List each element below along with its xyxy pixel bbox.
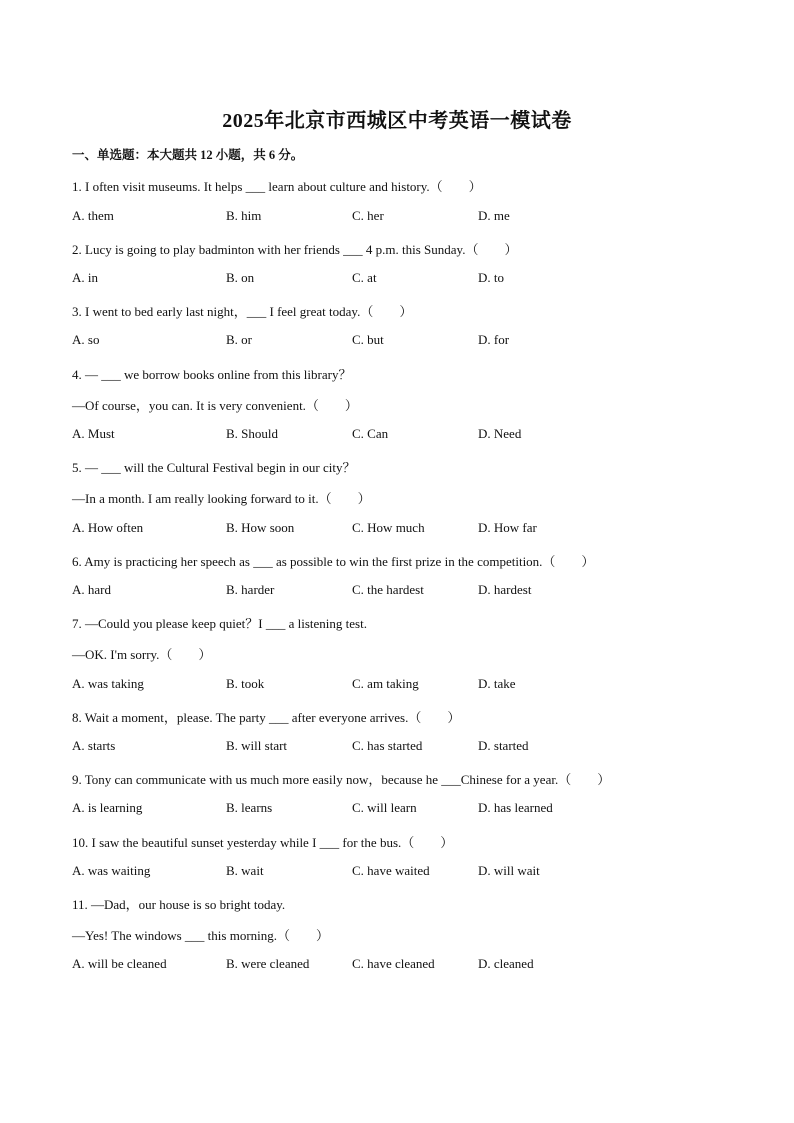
question-7-text: —OK. I'm sorry.（ ） bbox=[72, 647, 212, 662]
question-8-option-a: A. starts bbox=[72, 738, 116, 753]
question-7-option-c: C. am taking bbox=[352, 676, 419, 691]
question-1-option-b: B. him bbox=[226, 208, 262, 223]
question-6-option-a: A. hard bbox=[72, 582, 111, 597]
question-1-text: 1. I often visit museums. It helps ___ learn about culture and history.（ ） bbox=[72, 179, 482, 194]
question-10-option-b: B. wait bbox=[226, 863, 264, 878]
question-6-option-d: D. hardest bbox=[478, 582, 532, 597]
question-10-option-d: D. will wait bbox=[478, 863, 540, 878]
question-3-option-c: C. but bbox=[352, 332, 384, 347]
question-11-text: 11. —Dad，our house is so bright today. bbox=[72, 897, 286, 912]
question-7-option-a: A. was taking bbox=[72, 676, 144, 691]
question-9-option-b: B. learns bbox=[226, 800, 273, 815]
question-11-option-b: B. were cleaned bbox=[226, 956, 310, 971]
question-7-option-d: D. take bbox=[478, 676, 516, 691]
question-9-option-a: A. is learning bbox=[72, 800, 143, 815]
question-2-text: 2. Lucy is going to play badminton with her friends ___ 4 p.m. this Sunday.（ ） bbox=[72, 242, 518, 257]
question-11-text: —Yes! The windows ___ this morning.（ ） bbox=[72, 928, 330, 943]
question-3-option-b: B. or bbox=[226, 332, 252, 347]
question-4-option-a: A. Must bbox=[72, 426, 115, 441]
question-6-option-b: B. harder bbox=[226, 582, 275, 597]
question-11-option-d: D. cleaned bbox=[478, 956, 534, 971]
question-8-option-b: B. will start bbox=[226, 738, 288, 753]
question-8-text: 8. Wait a moment，please. The party ___ after everyone arrives.（ ） bbox=[72, 710, 461, 725]
question-2-option-c: C. at bbox=[352, 270, 377, 285]
question-4-text: 4. — ___ we borrow books online from this library？ bbox=[72, 367, 352, 382]
question-2-option-b: B. on bbox=[226, 270, 255, 285]
question-9-option-d: D. has learned bbox=[478, 800, 553, 815]
question-5-text: 5. — ___ will the Cultural Festival begin in our city？ bbox=[72, 460, 356, 475]
question-6-text: 6. Amy is practicing her speech as ___ as possible to win the first prize in the competition.（ ） bbox=[72, 554, 595, 569]
question-11-option-a: A. will be cleaned bbox=[72, 956, 167, 971]
question-5-option-a: A. How often bbox=[72, 520, 144, 535]
question-9-option-c: C. will learn bbox=[352, 800, 417, 815]
question-9-text: 9. Tony can communicate with us much more easily now，because he ___Chinese for a year.（ ） bbox=[72, 772, 611, 787]
question-5-option-c: C. How much bbox=[352, 520, 425, 535]
question-4-option-d: D. Need bbox=[478, 426, 522, 441]
question-3-text: 3. I went to bed early last night，___ I feel great today.（ ） bbox=[72, 304, 413, 319]
question-3-option-d: D. for bbox=[478, 332, 510, 347]
question-5-option-d: D. How far bbox=[478, 520, 537, 535]
question-1-option-c: C. her bbox=[352, 208, 384, 223]
question-3-option-a: A. so bbox=[72, 332, 100, 347]
question-8-option-d: D. started bbox=[478, 738, 529, 753]
question-2-option-d: D. to bbox=[478, 270, 504, 285]
question-4-text: —Of course，you can. It is very convenient.（ ） bbox=[72, 398, 358, 413]
question-11-option-c: C. have cleaned bbox=[352, 956, 435, 971]
question-1-option-a: A. them bbox=[72, 208, 114, 223]
question-1-option-d: D. me bbox=[478, 208, 510, 223]
question-2-option-a: A. in bbox=[72, 270, 98, 285]
question-4-option-c: C. Can bbox=[352, 426, 389, 441]
question-7-text: 7. —Could you please keep quiet？I ___ a listening test. bbox=[72, 616, 367, 631]
exam-title: 2025年北京市西城区中考英语一模试卷 bbox=[222, 110, 572, 132]
question-7-option-b: B. took bbox=[226, 676, 265, 691]
question-10-option-c: C. have waited bbox=[352, 863, 430, 878]
question-10-text: 10. I saw the beautiful sunset yesterday while I ___ for the bus.（ ） bbox=[72, 835, 454, 850]
question-10-option-a: A. was waiting bbox=[72, 863, 151, 878]
question-4-option-b: B. Should bbox=[226, 426, 279, 441]
question-8-option-c: C. has started bbox=[352, 738, 423, 753]
question-5-text: —In a month. I am really looking forward to it.（ ） bbox=[72, 491, 371, 506]
question-5-option-b: B. How soon bbox=[226, 520, 295, 535]
question-6-option-c: C. the hardest bbox=[352, 582, 424, 597]
section-heading: 一、单选题：本大题共 12 小题，共 6 分。 bbox=[72, 148, 304, 162]
